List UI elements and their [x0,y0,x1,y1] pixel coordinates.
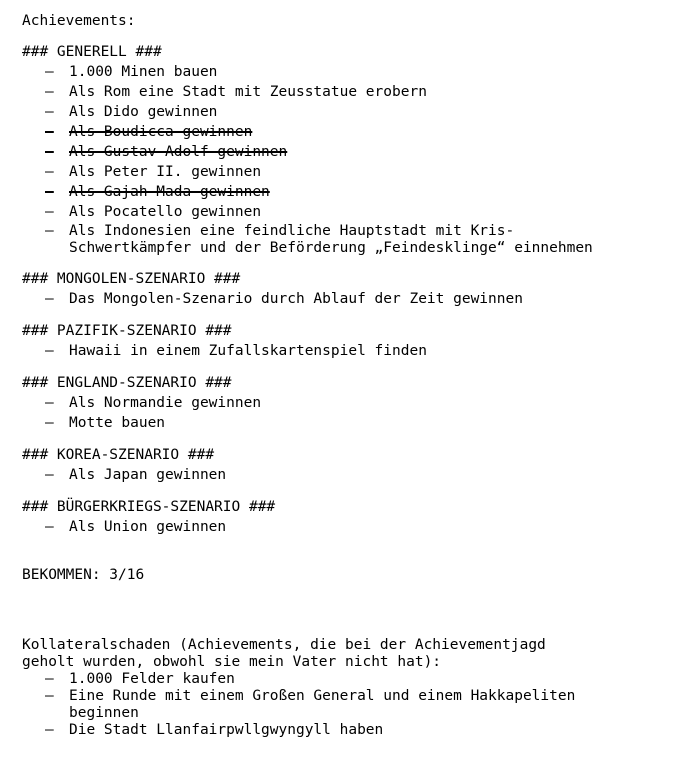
achievement-document [22,11,672,739]
achievement-list [22,393,672,433]
section-mongolen [22,269,672,309]
section-england [22,373,672,433]
collateral-text-line: beginnen [69,705,139,721]
section-title: ### KOREA-SZENARIO ### [22,447,215,463]
section-title: ### ENGLAND-SZENARIO ### [22,375,232,391]
achievement-list [22,465,672,485]
spacer [22,433,672,445]
collateral-item: – Eine Runde mit einem Großen General und einem Hakkapeliten beginnen [45,688,576,721]
achievement-item: – Als Normandie gewinnen [45,395,262,411]
section-korea [22,445,672,485]
achievement-item: – Als Japan gewinnen [45,467,227,483]
collateral-title: Kollateralschaden (Achievements, die bei der Achievementjagd geholt wurden, obwohl sie mein Vater nicht hat): [22,637,546,670]
spacer [22,585,672,637]
achievement-list [22,62,672,257]
document-title: Achievements: [22,13,136,29]
achievement-item: – Als Pocatello gewinnen [45,204,262,220]
score-summary: BEKOMMEN: 3/16 [22,567,145,583]
achievement-list [22,289,672,309]
achievement-text-line: Schwertkämpfer und der Beförderung „Feindesklinge“ einnehmen [69,240,593,256]
section-title: ### GENERELL ### [22,44,162,60]
collateral-item: – 1.000 Felder kaufen [45,671,235,687]
section-title: ### MONGOLEN-SZENARIO ### [22,271,241,287]
achievement-list [22,341,672,361]
achievement-item: – Als Indonesien eine feindliche Hauptstadt mit Kris- Schwertkämpfer und der Beförderung „Feindesklinge“ einnehmen [45,223,593,256]
spacer [22,537,672,565]
spacer [22,361,672,373]
achievement-item-completed: – Als Boudicca gewinnen [45,124,253,140]
spacer [22,485,672,497]
section-buergerkrieg [22,497,672,537]
achievement-item-completed: – Als Gajah Mada gewinnen [45,184,270,200]
achievement-item: – Als Dido gewinnen [45,104,218,120]
achievement-item: – Als Union gewinnen [45,519,227,535]
spacer [22,31,672,42]
section-title: ### PAZIFIK-SZENARIO ### [22,323,232,339]
achievement-item-completed: – Als Gustav Adolf gewinnen [45,144,288,160]
section-generell [22,42,672,257]
achievement-item: – 1.000 Minen bauen [45,64,218,80]
achievement-text-line: Als Indonesien eine feindliche Hauptstadt mit Kris- [69,223,515,239]
section-collateral [22,637,672,739]
achievement-item: – Als Peter II. gewinnen [45,164,262,180]
section-title: ### BÜRGERKRIEGS-SZENARIO ### [22,499,276,515]
collateral-item: – Die Stadt Llanfairpwllgwyngyll haben [45,722,384,738]
achievement-item: – Hawaii in einem Zufallskartenspiel finden [45,343,427,359]
achievement-list [22,517,672,537]
spacer [22,257,672,269]
section-pazifik [22,321,672,361]
achievement-item: – Motte bauen [45,415,166,431]
collateral-text-line: Eine Runde mit einem Großen General und einem Hakkapeliten [69,688,576,704]
spacer [22,309,672,321]
achievement-item: – Als Rom eine Stadt mit Zeusstatue erobern [45,84,427,100]
achievement-item: – Das Mongolen-Szenario durch Ablauf der Zeit gewinnen [45,291,523,307]
collateral-list [22,671,672,739]
